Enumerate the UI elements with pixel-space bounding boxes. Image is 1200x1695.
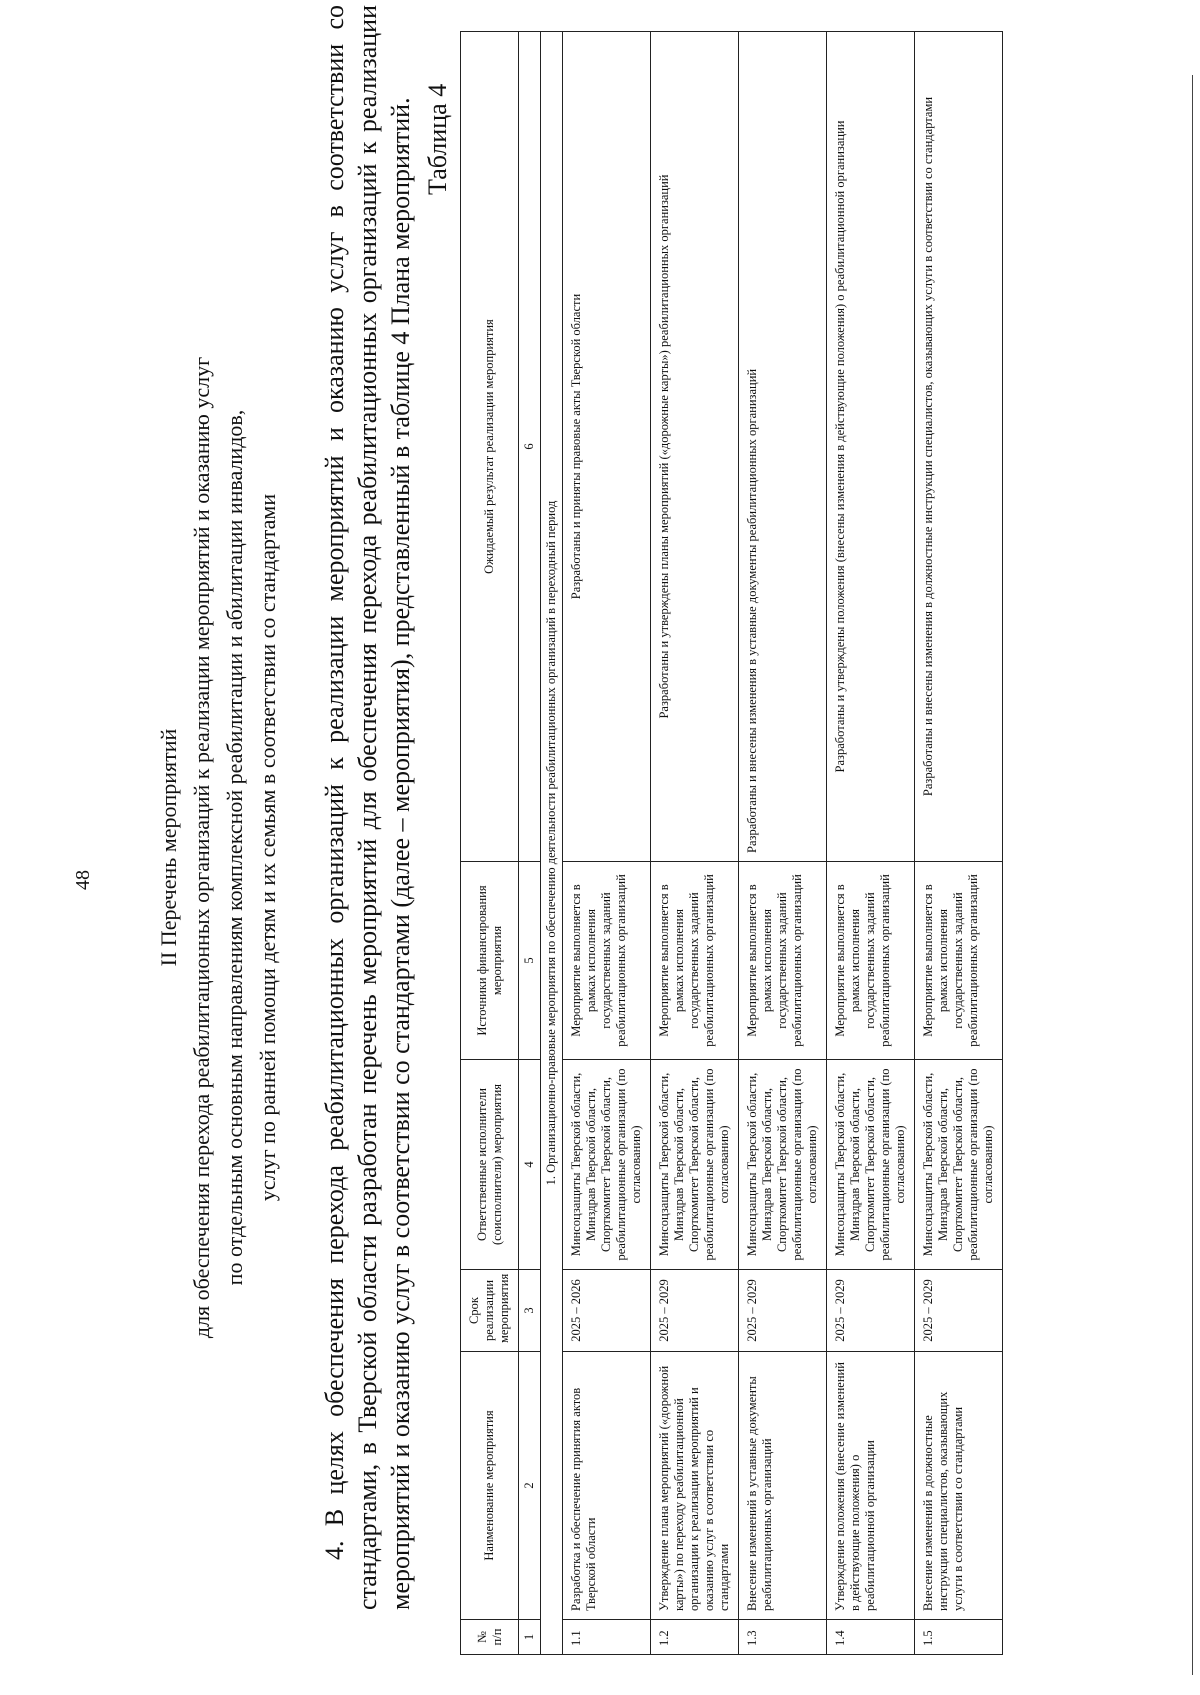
intro-paragraph-text: 4. В целях обеспечения перехода реабилитационных организаций к реализации мероприятий и оказанию услуг в соответствии со стандартами, в Тверской области разработан перечень мероприятий для обеспечения перехода реабилитационных организаций к реализации мероприятий и оказанию услуг в соответствии со стандартами (далее – мероприятия), представленный в таблице 4 Плана мероприятий. xyxy=(320,5,415,1610)
row-result: Разработаны и утверждены планы мероприятий («дорожные карты») реабилитационных организаций xyxy=(651,32,739,862)
col-number: 6 xyxy=(519,32,541,862)
heading-line-4: услуг по ранней помощи детям и их семьям в соответствии со стандартами xyxy=(255,493,280,1202)
header-name: Наименование мероприятия xyxy=(461,1352,519,1620)
header-funding: Источники финансирования мероприятия xyxy=(461,862,519,1060)
header-period: Срок реализации мероприятия xyxy=(461,1270,519,1352)
row-name: Разработка и обеспечение принятия актов Тверской области xyxy=(563,1352,651,1620)
row-num: 1.2 xyxy=(651,1620,739,1655)
row-executors: Минсоцзащиты Тверской области, Минздрав Тверской области, Спорткомитет Тверской области, реабилитационные организации (по согласованию) xyxy=(651,1060,739,1270)
column-numbers-row xyxy=(519,32,541,1655)
col-number: 5 xyxy=(519,862,541,1060)
table-row xyxy=(827,32,915,1655)
row-funding: Мероприятие выполняется в рамках исполнения государственных заданий реабилитационных организаций xyxy=(563,862,651,1060)
row-num: 1.1 xyxy=(563,1620,651,1655)
col-number: 4 xyxy=(519,1060,541,1270)
row-executors: Минсоцзащиты Тверской области, Минздрав Тверской области, Спорткомитет Тверской области, реабилитационные организации (по согласованию) xyxy=(827,1060,915,1270)
col-number: 2 xyxy=(519,1352,541,1620)
header-result: Ожидаемый результат реализации мероприятия xyxy=(461,32,519,862)
row-name: Утверждение положения (внесение изменений в действующие положения) о реабилитационной организации xyxy=(827,1352,915,1620)
row-result: Разработаны и внесены изменения в должностные инструкции специалистов, оказывающих услуги в соответствии со стандартами xyxy=(915,32,1003,862)
row-num: 1.4 xyxy=(827,1620,915,1655)
row-executors: Минсоцзащиты Тверской области, Минздрав Тверской области, Спорткомитет Тверской области, реабилитационные организации (по согласованию) xyxy=(739,1060,827,1270)
row-result: Разработаны и внесены изменения в уставные документы реабилитационных организаций xyxy=(739,32,827,862)
measures-table xyxy=(460,31,1003,1655)
heading-line-2: для обеспечения перехода реабилитационных организаций к реализации мероприятий и оказанию услуг xyxy=(189,356,214,1339)
row-funding: Мероприятие выполняется в рамках исполнения государственных заданий реабилитационных организаций xyxy=(739,862,827,1060)
table-row xyxy=(915,32,1003,1655)
row-funding: Мероприятие выполняется в рамках исполнения государственных заданий реабилитационных организаций xyxy=(915,862,1003,1060)
table-row xyxy=(651,32,739,1655)
row-period: 2025 – 2029 xyxy=(739,1270,827,1352)
section-title: 1. Организационно-правовые мероприятия по обеспечению деятельности реабилитационных организаций в переходный период xyxy=(541,32,563,1655)
row-num: 1.3 xyxy=(739,1620,827,1655)
row-num: 1.5 xyxy=(915,1620,1003,1655)
row-result: Разработаны и приняты правовые акты Тверской области xyxy=(563,32,651,862)
row-result: Разработаны и утверждены положения (внесены изменения в действующие положения) о реабилитационной организации xyxy=(827,32,915,862)
table-header-row xyxy=(461,32,519,1655)
row-name: Внесение изменений в должностные инструкции специалистов, оказывающих услуги в соответствии со стандартами xyxy=(915,1352,1003,1620)
col-number: 1 xyxy=(519,1620,541,1655)
table-row xyxy=(739,32,827,1655)
row-executors: Минсоцзащиты Тверской области, Минздрав Тверской области, Спорткомитет Тверской области, реабилитационные организации (по согласованию) xyxy=(915,1060,1003,1270)
table-row xyxy=(563,32,651,1655)
row-period: 2025 – 2029 xyxy=(827,1270,915,1352)
col-number: 3 xyxy=(519,1270,541,1352)
row-name: Внесение изменений в уставные документы реабилитационных организаций xyxy=(739,1352,827,1620)
header-executors: Ответственные исполнители (соисполнители) мероприятия xyxy=(461,1060,519,1270)
row-funding: Мероприятие выполняется в рамках исполнения государственных заданий реабилитационных организаций xyxy=(651,862,739,1060)
intro-paragraph xyxy=(318,5,417,1610)
row-executors: Минсоцзащиты Тверской области, Минздрав Тверской области, Спорткомитет Тверской области, реабилитационные организации (по согласованию) xyxy=(563,1060,651,1270)
row-period: 2025 – 2029 xyxy=(651,1270,739,1352)
row-name: Утверждение плана мероприятий («дорожной карты») по переходу реабилитационной организации к реализации мероприятий и оказанию услуг в соответствии со стандартами xyxy=(651,1352,739,1620)
row-funding: Мероприятие выполняется в рамках исполнения государственных заданий реабилитационных организаций xyxy=(827,862,915,1060)
scan-edge-line xyxy=(1192,75,1193,1675)
table-caption: Таблица 4 xyxy=(423,83,452,195)
row-period: 2025 – 2029 xyxy=(915,1270,1003,1352)
header-num: № п/п xyxy=(461,1620,519,1655)
section-row xyxy=(541,32,563,1655)
heading-line-1: II Перечень мероприятий xyxy=(156,728,181,967)
section-heading xyxy=(152,100,284,1595)
page-number: 48 xyxy=(72,870,94,890)
heading-line-3: по отдельным основным направлениям комплексной реабилитации и абилитации инвалидов, xyxy=(222,409,247,1286)
row-period: 2025 – 2026 xyxy=(563,1270,651,1352)
